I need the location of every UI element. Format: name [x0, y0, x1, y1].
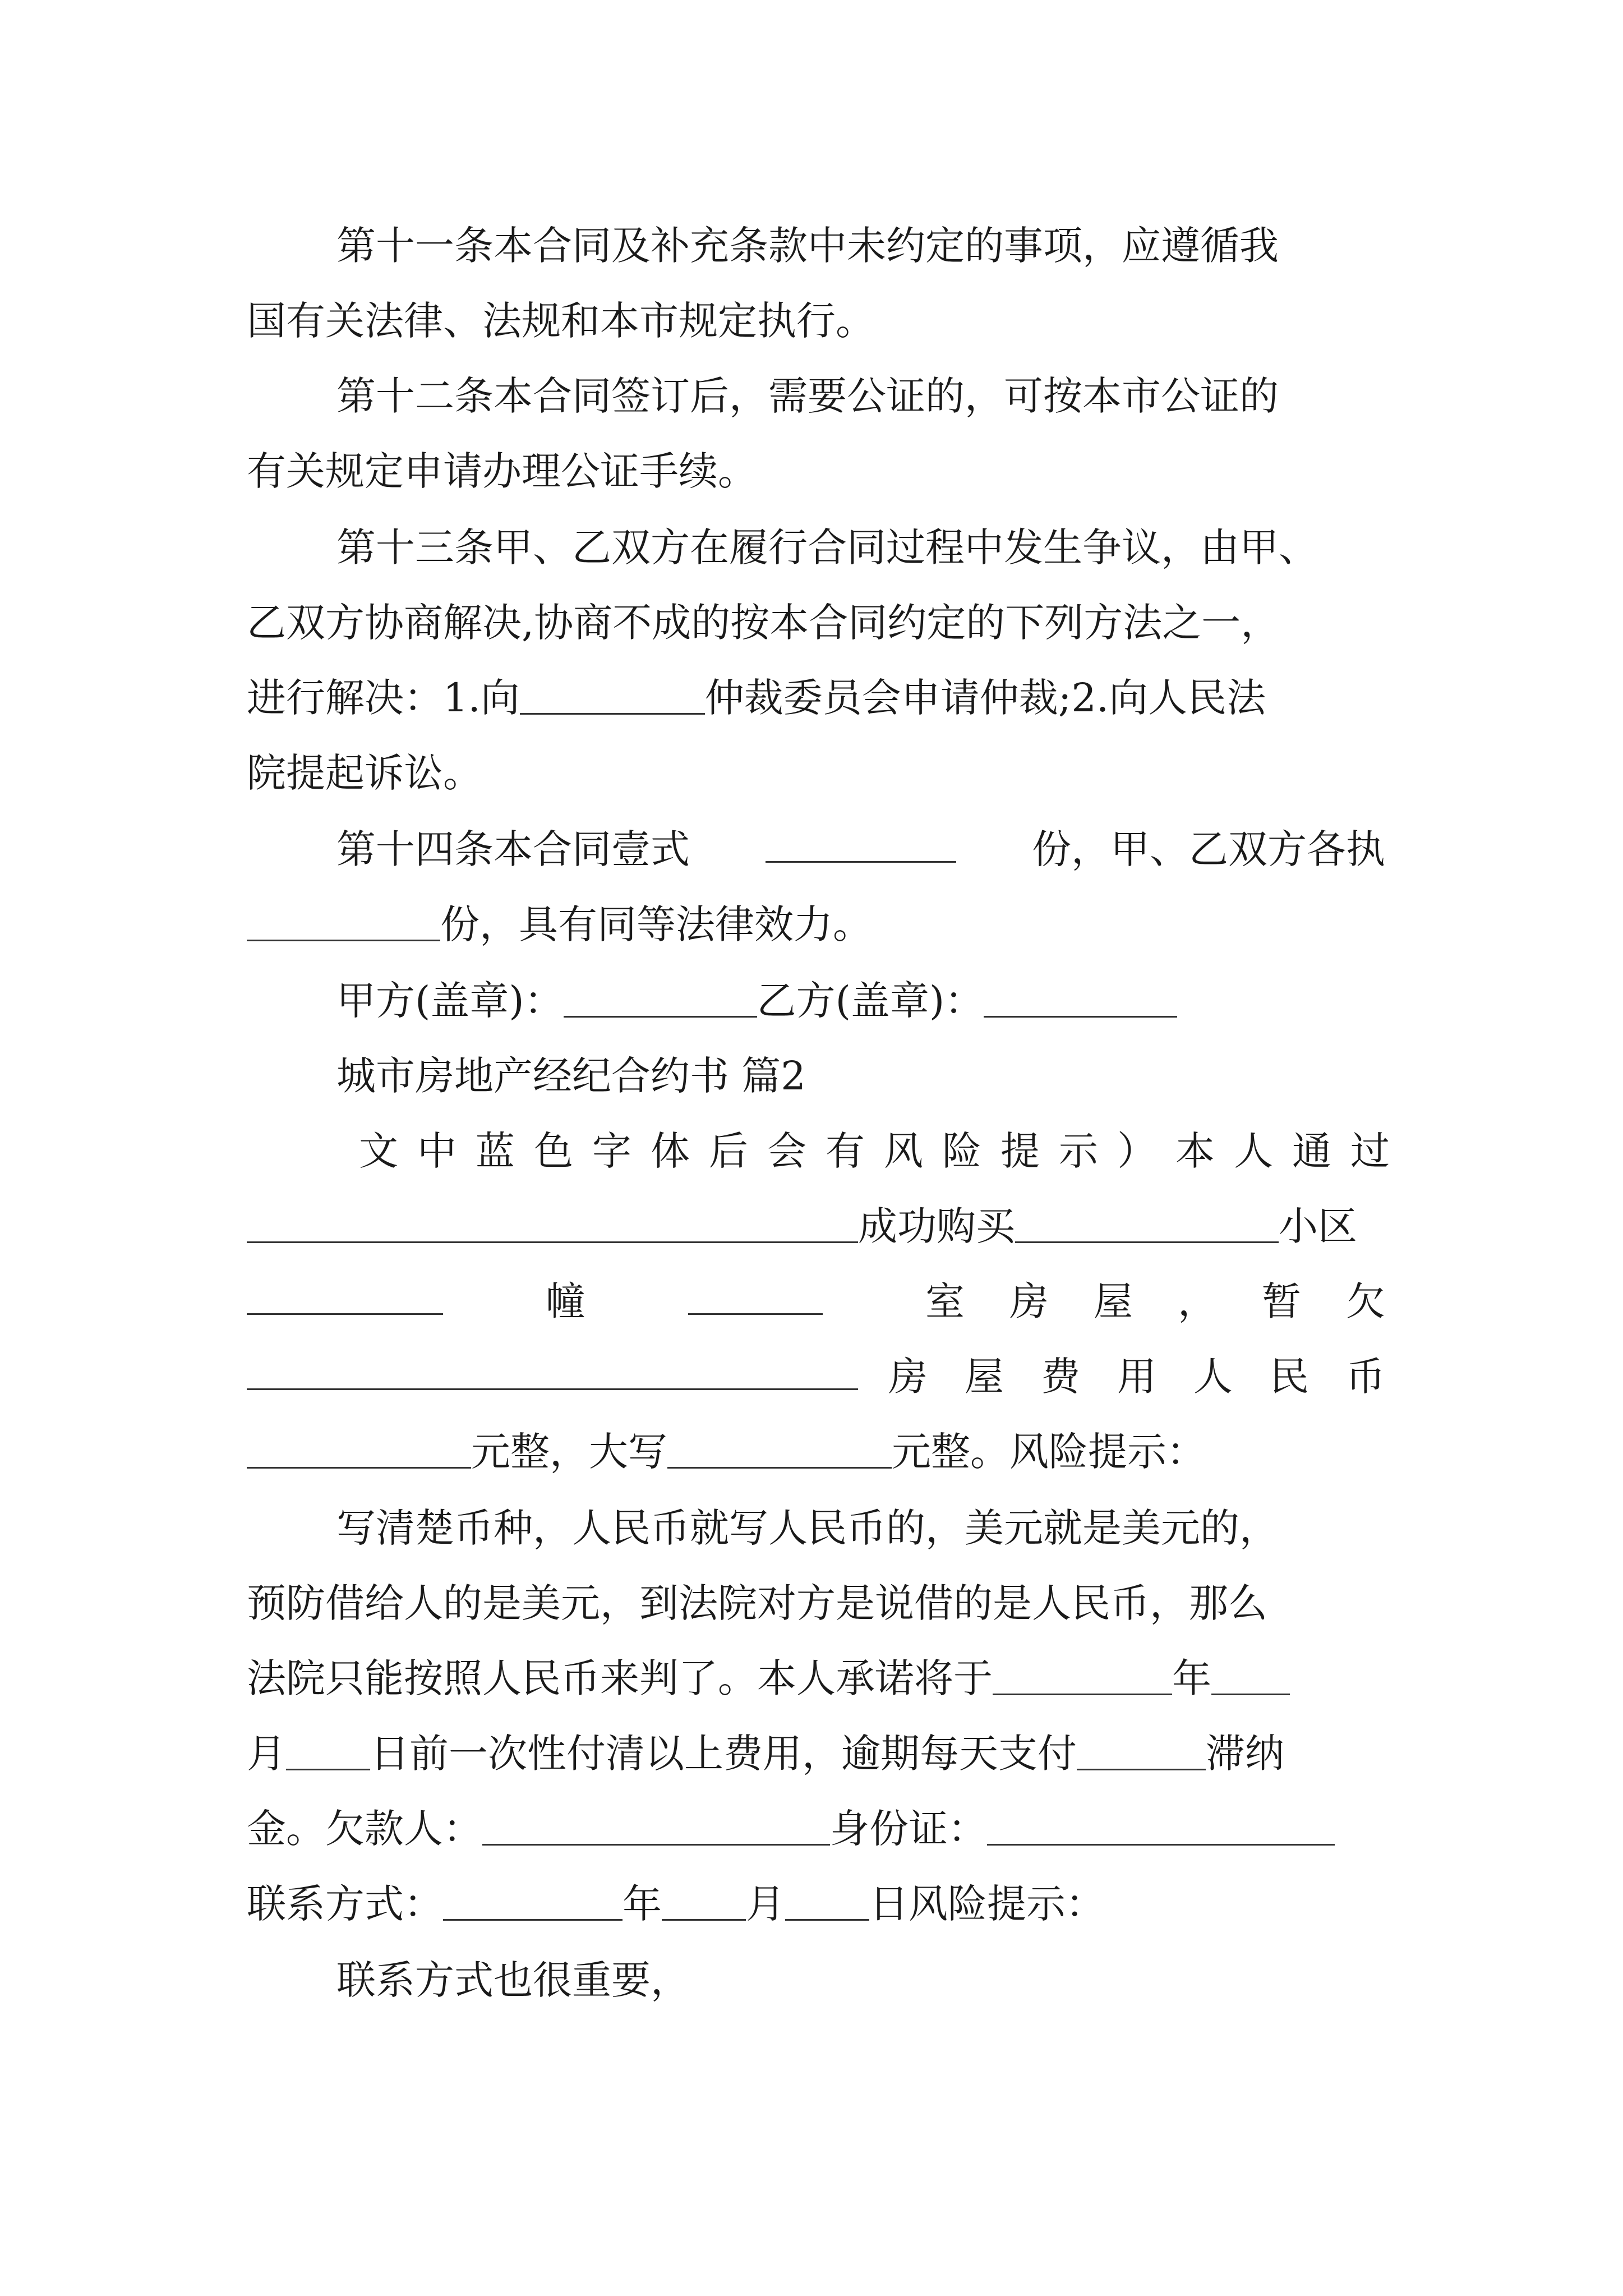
article-14-line-2 [247, 886, 1385, 963]
part2-line-4 [247, 1338, 1422, 1415]
signature-line [336, 963, 1385, 1039]
part2-line-4-text: 房屋费用人民币 [888, 1354, 1422, 1400]
article-13-line-3-pre: 进行解决：1.向 [247, 675, 520, 721]
article-14-line-1 [336, 811, 1385, 887]
year-label: 年 [1172, 1655, 1211, 1701]
contact-month-label: 月 [746, 1881, 785, 1927]
part2-line-1-text: 文中蓝色字体后会有风险提示）本人通过 [359, 1128, 1409, 1174]
building-blank [247, 1274, 443, 1315]
amount-words-blank [667, 1428, 892, 1469]
part3-line-4-mid: 日前一次性付清以上费用，逾期每天支付 [370, 1731, 1077, 1777]
party-b-seal-blank [984, 977, 1177, 1018]
owed-amount-blank [247, 1349, 858, 1390]
article-14-line-1-pre: 第十四条本合同壹式 [336, 826, 690, 872]
article-13-line-3 [247, 660, 1385, 736]
month-label: 月 [247, 1731, 286, 1777]
article-14-line-2-post: 份，具有同等法律效力。 [440, 901, 872, 947]
part3-line-4-end: 滞纳 [1206, 1731, 1284, 1777]
article-12-line-2: 有关规定申请办理公证手续。 [247, 448, 757, 494]
article-13-line-1: 第十三条甲、乙双方在履行合同过程中发生争议，由甲、 [336, 524, 1318, 570]
community-blank [1015, 1202, 1279, 1243]
room-blank [688, 1274, 823, 1315]
article-11-line-1: 第十一条本合同及补充条款中未约定的事项，应遵循我 [336, 223, 1279, 269]
part3-line-4 [247, 1715, 1385, 1792]
part2-line-2 [247, 1188, 1385, 1264]
part3-line-3-pre: 法院只能按照人民币来判了。本人承诺将于 [247, 1655, 993, 1701]
contact-day-blank [785, 1880, 869, 1921]
contact-year-blank [443, 1880, 623, 1921]
id-card-label: 身份证： [830, 1806, 987, 1852]
debtor-label: 金。欠款人： [247, 1806, 482, 1852]
late-fee-blank [1077, 1729, 1206, 1770]
purchase-channel-blank [247, 1202, 858, 1243]
part2-line-5-b: 元整。风险提示： [892, 1429, 1206, 1475]
part3-line-1: 写清楚币种，人民币就写人民币的，美元就是美元的， [336, 1505, 1279, 1551]
article-13-line-3-post: 仲裁委员会申请仲裁;2.向人民法 [704, 675, 1266, 721]
article-14-line-1-post: 份，甲、乙双方各执 [1032, 826, 1385, 872]
amount-number-blank [247, 1428, 471, 1469]
article-12-line-1: 第十二条本合同签订后，需要公证的，可按本市公证的 [336, 373, 1279, 419]
part3-line-3 [247, 1640, 1385, 1717]
party-a-seal-blank [564, 977, 757, 1018]
part2-line-5-a: 元整，大写 [471, 1429, 667, 1475]
article-11-line-2: 国有关法律、法规和本市规定执行。 [247, 298, 875, 344]
part2-line-3-text: 室房屋，暂欠 [925, 1278, 1430, 1324]
part2-line-3 [247, 1263, 1430, 1340]
building-label: 幢 [546, 1278, 585, 1324]
party-b-seal-label: 乙方(盖章)： [757, 978, 984, 1024]
article-13-line-4: 院提起诉讼。 [247, 750, 482, 796]
part3-line-6-end: 日风险提示： [869, 1881, 1105, 1927]
promise-day-blank [286, 1729, 370, 1770]
party-a-seal-label: 甲方(盖章)： [336, 978, 564, 1024]
part3-line-2: 预防借给人的是美元，到法院对方是说借的是人民币，那么 [247, 1580, 1267, 1626]
article-13-line-2: 乙双方协商解决,协商不成的按本合同约定的下列方法之一， [247, 600, 1280, 646]
contact-month-blank [662, 1880, 746, 1921]
contact-year-label: 年 [623, 1881, 662, 1927]
promise-year-blank [993, 1654, 1172, 1695]
contact-label: 联系方式： [247, 1881, 443, 1927]
part2-line-2-post: 成功购买 [858, 1203, 1015, 1249]
part3-line-5 [247, 1791, 1385, 1867]
copies-total-blank [766, 822, 956, 863]
part2-line-5 [247, 1414, 1385, 1490]
arbitration-blank [520, 674, 705, 715]
promise-month-blank [1211, 1654, 1290, 1695]
part2-line-2-end: 小区 [1279, 1203, 1357, 1249]
part2-line-1 [359, 1113, 1409, 1189]
part3-line-6 [247, 1866, 1385, 1942]
section-title: 城市房地产经纪合约书 篇2 [336, 1053, 806, 1099]
debtor-blank [482, 1805, 830, 1846]
part4-line-1: 联系方式也很重要， [336, 1957, 690, 2003]
copies-each-blank [247, 900, 440, 941]
id-card-blank [987, 1805, 1335, 1846]
